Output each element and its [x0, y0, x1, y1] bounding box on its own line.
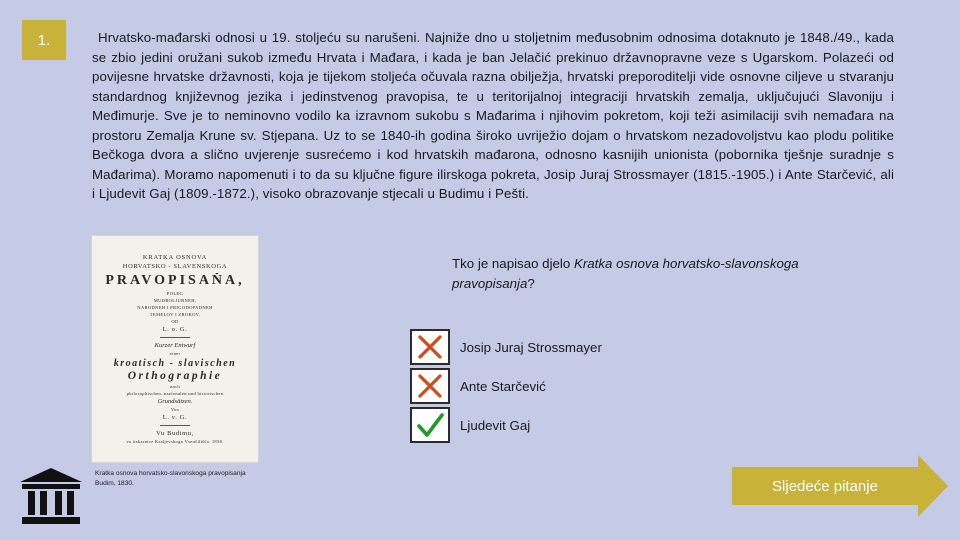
answer-label: Ante Starčević: [460, 378, 546, 394]
intro-text: Hrvatsko-mađarski odnosi u 19. stoljeću su narušeni. Najniže dno u stoljetnim međusobnim odnosima dotaknuto je 1848./49., kada se zbio jedini oružani sukob između Hrvata i Mađara, i kada je ban Jelačić prekinuo državnopravne veze s Ugarskom. Polazeći od povijesne hrvatske državnosti, koja je tijekom stoljeća očuvala razna obilježja, hrvatski preporoditelji vide osnovne ciljeve u stvaranju standardnog književnog jezika i jedinstvenog pravopisa, te u teritorijalnoj integraciji hrvatskih zemalja, uključujući Slavoniju i Međimurje. Sve je to neminovno vodilo ka izravnom sukobu s Mađarima i njihovim pokretom, koji teži asimilaciji svih nemađara na prostoru Zemalja Krune sv. Stjepana. Uz to se 1840-ih godina široko uvriježio dojam o hrvatskom nezadovoljstvu kao plodu politike Bečkoga dvora a slično uvjerenje susrećemo i kod hrvatskih mađarona, odnosno kasnijih unionista (pobornika tješnje suradnje s Mađarima). Moramo napomenuti i to da su ključne figure ilirskoga pokreta, Josip Juraj Strossmayer (1815.-1905.) i Ante Starčević, ali i Ljudevit Gaj (1809.-1872.), visoko obrazovanje stjecali u Budimu i Pešti.: [92, 30, 894, 201]
answer-option-starcevic[interactable]: [410, 368, 546, 404]
book-line: L. o. G.: [162, 326, 188, 333]
book-line: HORVATSKO - SLAVENSKOGA: [122, 263, 228, 270]
cross-icon: [416, 373, 444, 399]
book-line: philosophischen, nazionalen und historischen: [126, 391, 224, 396]
book-line: Von: [170, 407, 180, 412]
book-line: TEMELOV I ZROKOV,: [149, 312, 201, 317]
next-question-label[interactable]: Sljedeće pitanje: [772, 477, 878, 495]
question-pre: Tko je napisao djelo: [452, 256, 574, 271]
image-caption: Kratka osnova horvatsko-slavonskoga pravopisanja Budim, 1830.: [95, 470, 246, 487]
book-cover-image: [92, 236, 258, 462]
book-line: va tiskarnice Kraljevskoga Vseučilišča. 1830.: [126, 439, 224, 444]
book-line: Kurzer Entwurf: [154, 342, 196, 349]
book-line: POLEG: [166, 291, 184, 296]
question-number-badge: 1.: [22, 20, 66, 60]
book-line: OD: [171, 319, 179, 324]
answer-label: Josip Juraj Strossmayer: [460, 339, 602, 355]
book-line: PRAVOPISAŇA,: [105, 273, 245, 288]
answer-checkbox[interactable]: [410, 368, 450, 404]
book-rule: [160, 425, 190, 426]
book-line: NARODNEH I PRIGODOPADNEH: [137, 305, 213, 310]
book-line: Orthographie: [127, 370, 223, 382]
question-text: [452, 254, 862, 294]
book-rule: [160, 337, 190, 338]
answer-checkbox[interactable]: [410, 407, 450, 443]
book-line: Grundsätzen.: [157, 398, 193, 405]
answer-option-gaj[interactable]: [410, 407, 530, 443]
book-line: kroatisch - slavischen: [113, 358, 237, 369]
answer-checkbox[interactable]: [410, 329, 450, 365]
book-line: L. v. G.: [162, 414, 188, 421]
question-book-title: Kratka osnova horvatsko-slavonskoga pravopisanja: [452, 256, 799, 291]
answer-label: Ljudevit Gaj: [460, 417, 531, 433]
book-line: nach: [170, 384, 180, 389]
museum-building-icon: [18, 466, 84, 526]
cross-icon: [416, 334, 444, 360]
book-line: Vu Budimu,: [156, 430, 194, 437]
question-post: ?: [527, 276, 535, 291]
book-line: einer: [169, 351, 181, 356]
book-line: KRATKA OSNOVA: [142, 254, 208, 261]
book-line: MUDROLJUBNEH,: [153, 298, 197, 303]
check-icon: [415, 411, 445, 439]
answer-option-strossmayer[interactable]: [410, 329, 602, 365]
